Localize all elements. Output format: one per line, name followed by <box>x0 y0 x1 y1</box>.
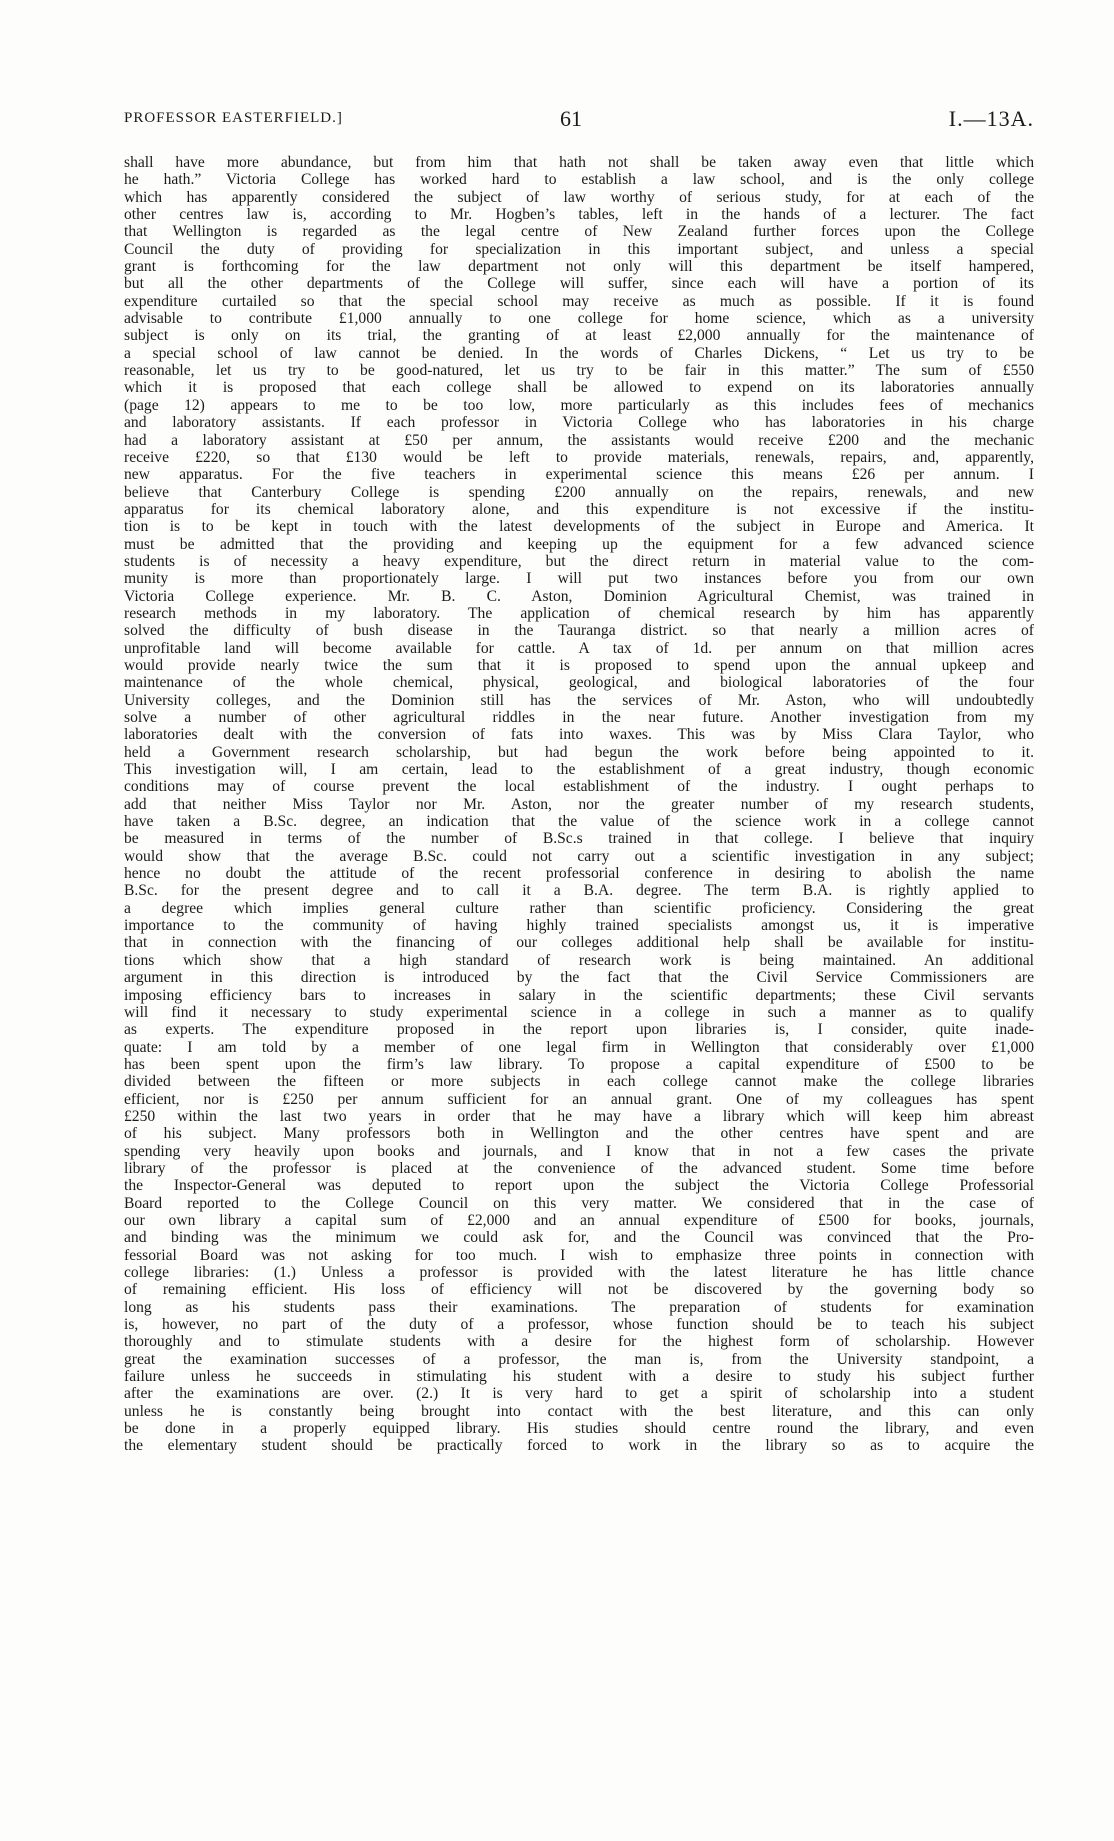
text-line: that Wellington is regarded as the legal centre of New Zealand further forces upon the College <box>124 223 1034 241</box>
text-line: shall have more abundance, but from him that hath not shall be taken away even that little which <box>124 154 1034 171</box>
text-line: is, however, no part of the duty of a professor, whose function should be to teach his subject <box>124 1316 1034 1334</box>
text-line: reasonable, let us try to be good-natured, let us try to be fair in this matter.” The sum of £550 <box>124 362 1034 380</box>
text-line: great the examination successes of a professor, the man is, from the University standpoint, a <box>124 1350 1034 1368</box>
text-line: held a Government research scholarship, but had begun the work before being appointed to it. <box>124 743 1034 761</box>
text-line: (page 12) appears to me to be too low, more particularly as this includes fees of mechanics <box>124 396 1034 414</box>
text-line: which it is proposed that each college shall be allowed to expend on its laboratories annually <box>124 379 1034 397</box>
text-line: new apparatus. For the five teachers in experimental science this means £26 per annum. I <box>124 466 1034 484</box>
text-line: other centres law is, according to Mr. Hogben’s tables, left in the hands of a lecturer. The fact <box>124 206 1034 224</box>
text-line: and binding was the minimum we could ask for, and the Council was convinced that the Pro- <box>124 1229 1034 1247</box>
text-line: maintenance of the whole chemical, physical, geological, and biological laboratories of the four <box>124 674 1034 692</box>
text-line: which has apparently considered the subject of law worthy of serious study, for at each of the <box>124 188 1034 206</box>
text-line: failure unless he succeeds in stimulating his student with a desire to study his subject further <box>124 1368 1034 1386</box>
text-line: of remaining efficient. His loss of efficiency will not be discovered by the governing body so <box>124 1281 1034 1299</box>
text-line: laboratories dealt with the conversion of fats into waxes. This was by Miss Clara Taylor, who <box>124 726 1034 744</box>
text-line: as experts. The expenditure proposed in the report upon libraries is, I consider, quite inade- <box>124 1021 1034 1039</box>
text-line: hence no doubt the attitude of the recent professorial conference in desiring to abolish the name <box>124 865 1034 883</box>
text-line: a special school of law cannot be denied. In the words of Charles Dickens, “ Let us try to be <box>124 344 1034 362</box>
text-line: believe that Canterbury College is spending £200 annually on the repairs, renewals, and new <box>124 483 1034 501</box>
text-line: would provide nearly twice the sum that it is proposed to spend upon the annual upkeep and <box>124 656 1034 674</box>
text-line: the elementary student should be practically forced to work in the library so as to acquire the <box>124 1437 1034 1455</box>
text-line: B.Sc. for the present degree and to call it a B.A. degree. The term B.A. is rightly applied to <box>124 882 1034 900</box>
text-line: that in connection with the financing of our colleges additional help shall be available for institu- <box>124 934 1034 952</box>
text-line: grant is forthcoming for the law department not only will this department be itself hampered, <box>124 258 1034 276</box>
text-line: college libraries: (1.) Unless a professor is provided with the latest literature he has little chance <box>124 1264 1034 1281</box>
text-line: will find it necessary to study experimental science in a college in such a manner as to qualify <box>124 1003 1034 1021</box>
text-line: Victoria College experience. Mr. B. C. Aston, Dominion Agricultural Chemist, was trained in <box>124 587 1034 605</box>
text-line: unless he is constantly being brought into contact with the best literature, and this can only <box>124 1402 1034 1420</box>
text-line: a degree which implies general culture rather than scientific proficiency. Considering the great <box>124 899 1034 917</box>
text-line: quate: I am told by a member of one legal firm in Wellington that considerably over £1,000 <box>124 1038 1034 1056</box>
text-line: add that neither Miss Taylor nor Mr. Aston, nor the greater number of my research students, <box>124 795 1034 813</box>
text-line: apparatus for its chemical laboratory alone, and this expenditure is not excessive if the institu- <box>124 500 1034 518</box>
text-line: divided between the fifteen or more subjects in each college cannot make the college libraries <box>124 1073 1034 1091</box>
text-line: £250 within the last two years in order that he may have a library which will keep him abreast <box>124 1107 1034 1125</box>
text-line: would show that the average B.Sc. could not carry out a scientific investigation in any subject; <box>124 847 1034 865</box>
text-line: he hath.” Victoria College has worked hard to establish a law school, and is the only college <box>124 171 1034 189</box>
text-line: and laboratory assistants. If each professor in Victoria College who has laboratories in his charge <box>124 414 1034 432</box>
text-line: receive £220, so that £130 would be left to provide materials, renewals, repairs, and, apparently, <box>124 448 1034 466</box>
text-line: solved the difficulty of bush disease in the Tauranga district. so that nearly a million acres of <box>124 622 1034 640</box>
text-line: be measured in terms of the number of B.Sc.s trained in that college. I believe that inquiry <box>124 830 1034 848</box>
text-line: conditions may of course prevent the local establishment of the industry. I ought perhaps to <box>124 778 1034 796</box>
text-line: the Inspector-General was deputed to report upon the subject the Victoria College Professorial <box>124 1177 1034 1195</box>
text-line: unprofitable land will become available for cattle. A tax of 1d. per annum on that million acres <box>124 639 1034 657</box>
text-line: University colleges, and the Dominion still has the services of Mr. Aston, who will undoubtedly <box>124 691 1034 709</box>
text-line: argument in this direction is introduced by the fact that the Civil Service Commissioners are <box>124 969 1034 987</box>
text-line: tions which show that a high standard of research work is being maintained. An additional <box>124 951 1034 969</box>
text-line: solve a number of other agricultural riddles in the near future. Another investigation from my <box>124 709 1034 726</box>
text-line: long as his students pass their examinations. The preparation of students for examination <box>124 1298 1034 1316</box>
text-line: subject is only on its trial, the granting of at least £2,000 annually for the maintenance of <box>124 327 1034 345</box>
text-line: expenditure curtailed so that the special school may receive as much as possible. If it is found <box>124 292 1034 310</box>
text-line: thoroughly and to stimulate students with a desire for the highest form of scholarship. However <box>124 1333 1034 1351</box>
text-line: had a laboratory assistant at £50 per annum, the assistants would receive £200 and the mechanic <box>124 431 1034 449</box>
text-line: munity is more than proportionately large. I will put two instances before you from our own <box>124 570 1034 588</box>
text-line: importance to the community of having highly trained specialists amongst us, it is imperative <box>124 917 1034 935</box>
running-header <box>124 106 1034 134</box>
body-paragraph <box>124 154 1034 1455</box>
text-line: must be admitted that the providing and keeping up the equipment for a few advanced science <box>124 535 1034 553</box>
text-line: Board reported to the College Council on this very matter. We considered that in the case of <box>124 1194 1034 1212</box>
text-line: but all the other departments of the College will suffer, since each will have a portion of its <box>124 275 1034 293</box>
document-reference: I.—13A. <box>948 106 1034 131</box>
text-line: library of the professor is placed at the convenience of the advanced student. Some time before <box>124 1159 1034 1177</box>
page-number: 61 <box>560 106 582 131</box>
text-line: students is of necessity a heavy expenditure, but the direct return in material value to the com- <box>124 552 1034 570</box>
text-line: fessorial Board was not asking for too much. I wish to emphasize three points in connection with <box>124 1246 1034 1264</box>
text-line: efficient, nor is £250 per annum sufficient for an annual grant. One of my colleagues has spent <box>124 1090 1034 1108</box>
text-line: Council the duty of providing for specialization in this important subject, and unless a special <box>124 240 1034 258</box>
text-line: of his subject. Many professors both in Wellington and the other centres have spent and are <box>124 1125 1034 1143</box>
header-author: PROFESSOR EASTERFIELD.] <box>124 110 343 126</box>
text-line: imposing efficiency bars to increases in salary in the scientific departments; these Civil servants <box>124 986 1034 1004</box>
text-line: have taken a B.Sc. degree, an indication that the value of the science work in a college cannot <box>124 813 1034 831</box>
text-line: This investigation will, I am certain, lead to the establishment of a great industry, though economic <box>124 761 1034 779</box>
text-line: after the examinations are over. (2.) It is very hard to get a spirit of scholarship into a student <box>124 1385 1034 1403</box>
text-line: advisable to contribute £1,000 annually to one college for home science, which as a university <box>124 310 1034 328</box>
text-line: our own library a capital sum of £2,000 and an annual expenditure of £500 for books, journals, <box>124 1211 1034 1229</box>
text-line: be done in a properly equipped library. His studies should centre round the library, and even <box>124 1420 1034 1438</box>
text-line: research methods in my laboratory. The application of chemical research by him has apparently <box>124 604 1034 622</box>
text-line: spending very heavily upon books and journals, and I know that in not a few cases the private <box>124 1142 1034 1160</box>
text-line: has been spent upon the firm’s law library. To propose a capital expenditure of £500 to be <box>124 1055 1034 1073</box>
text-line: tion is to be kept in touch with the latest developments of the subject in Europe and America. It <box>124 518 1034 536</box>
